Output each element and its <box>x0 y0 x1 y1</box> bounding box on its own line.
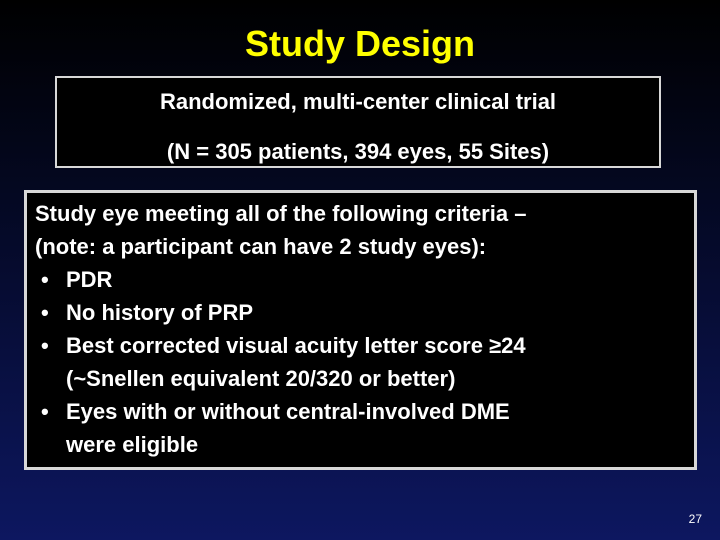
criteria-item-visual-acuity <box>35 329 694 395</box>
criteria-item-text: No history of PRP <box>66 300 254 325</box>
summary-line-design: Randomized, multi-center clinical trial <box>159 89 557 114</box>
bullet-icon: • <box>41 333 49 358</box>
criteria-item-text-continued: (~Snellen equivalent 20/320 or better) <box>66 366 456 391</box>
bullet-icon: • <box>41 267 49 292</box>
criteria-item-dme <box>35 395 694 461</box>
criteria-intro-line-2: (note: a participant can have 2 study eyes): <box>35 234 487 259</box>
criteria-item-text: PDR <box>66 267 113 292</box>
criteria-item-no-prp <box>35 296 694 329</box>
criteria-list <box>35 263 694 461</box>
eligibility-criteria-box <box>24 190 697 470</box>
criteria-intro-line-1: Study eye meeting all of the following criteria – <box>35 201 527 226</box>
criteria-item-text: Best corrected visual acuity letter score ≥24 <box>66 333 526 358</box>
slide-title: Study Design <box>244 23 476 64</box>
criteria-item-pdr <box>35 263 694 296</box>
bullet-icon: • <box>41 300 49 325</box>
criteria-item-text-continued: were eligible <box>66 432 199 457</box>
criteria-item-text: Eyes with or without central-involved DME <box>66 399 510 424</box>
slide-number: 27 <box>688 512 702 526</box>
bullet-icon: • <box>41 399 49 424</box>
summary-line-enrollment: (N = 305 patients, 394 eyes, 55 Sites) <box>166 139 550 164</box>
study-summary-box <box>55 76 661 168</box>
